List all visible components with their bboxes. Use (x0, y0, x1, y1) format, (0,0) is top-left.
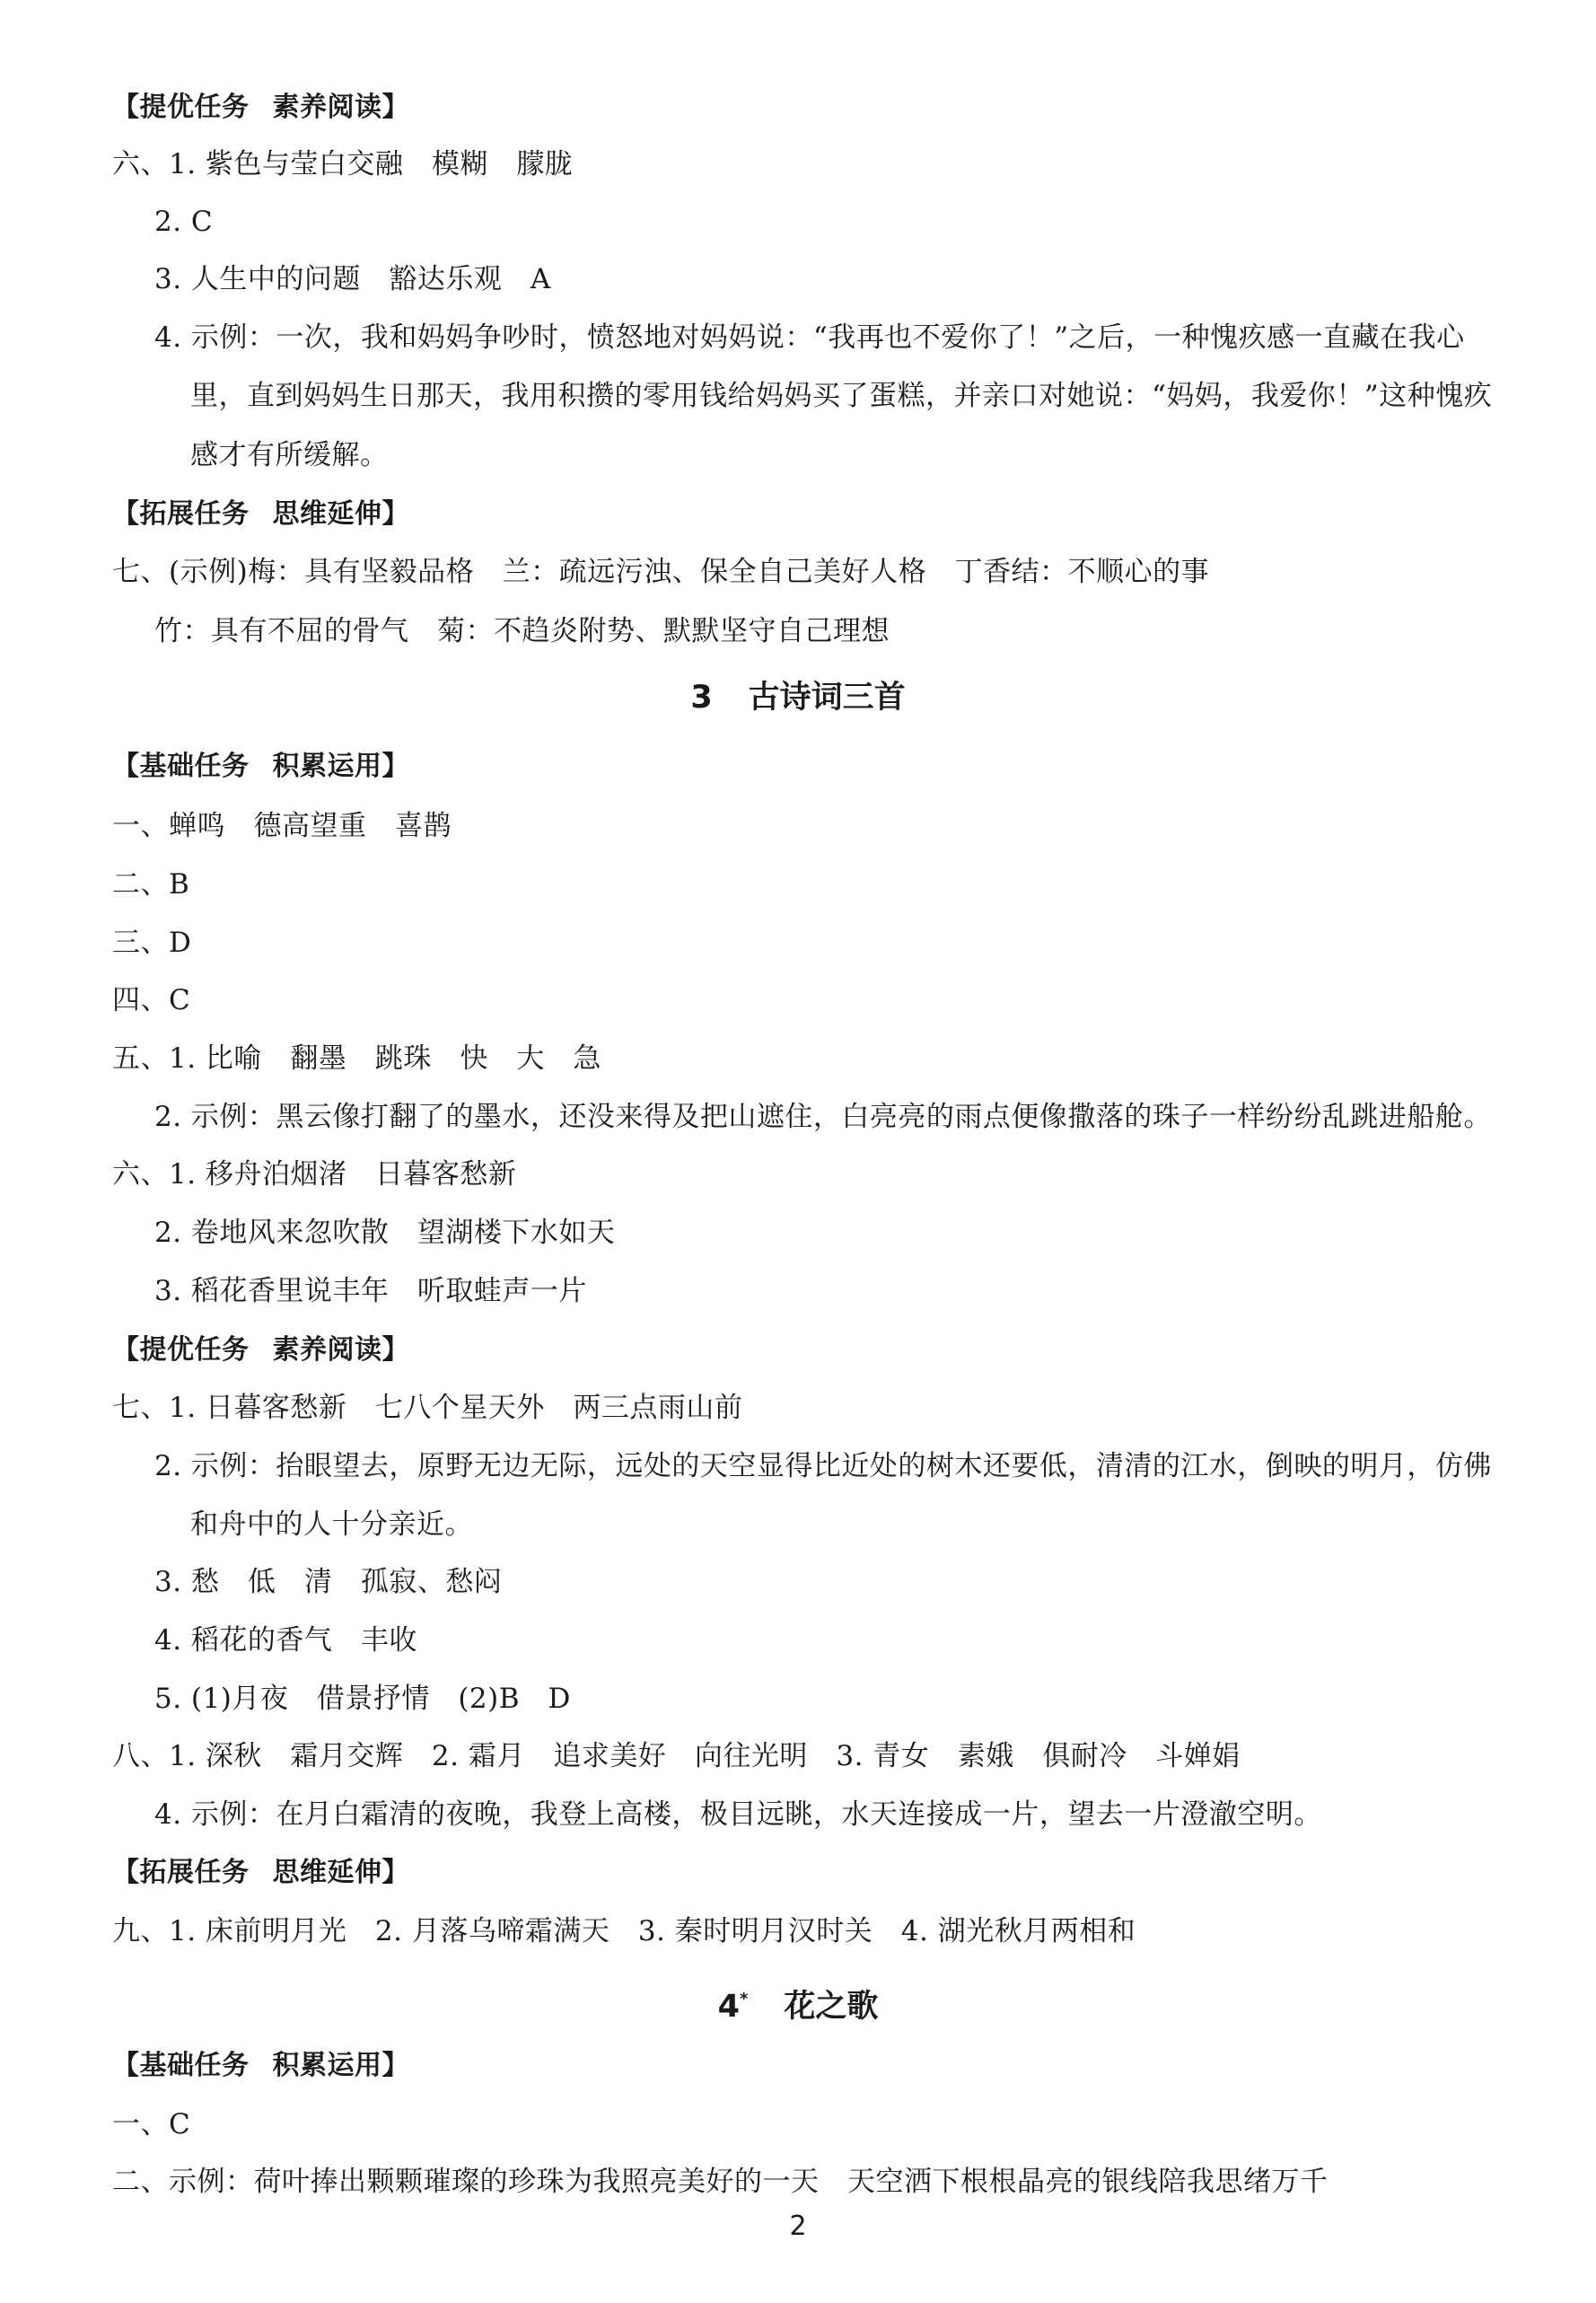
section-heading-label: 【提优任务 (112, 1334, 250, 1366)
section-heading-sublabel: 素养阅读】 (272, 92, 409, 123)
answer-line: 一、C (112, 2108, 191, 2140)
answer-line: 2. C (154, 206, 214, 238)
lesson-number (718, 1980, 749, 2026)
answer-line: 竹：具有不屈的骨气 菊：不趋炎附势、默默坚守自己理想 (154, 615, 890, 647)
self-study-mark: * (739, 1990, 749, 2009)
answer-line: 二、B (112, 868, 190, 901)
answer-line: 感才有所缓解。 (190, 439, 389, 471)
answer-line: 4. 示例：一次，我和妈妈争吵时，愤怒地对妈妈说：“我再也不爱你了！”之后，一种愧疚感一直藏在我心 (154, 321, 1465, 354)
lesson-title-text: 花之歌 (784, 1989, 879, 2025)
section-heading-tiyou (112, 90, 409, 126)
answer-line: 4. 稻花的香气 丰收 (154, 1624, 417, 1657)
lesson-title-3 (0, 678, 1596, 717)
answer-line: 四、C (112, 984, 191, 1016)
answer-line: 3. 人生中的问题 豁达乐观 A (154, 263, 551, 295)
section-heading-label: 【基础任务 (112, 2050, 250, 2081)
lesson-title-text: 古诗词三首 (748, 680, 906, 716)
section-heading-sublabel: 素养阅读】 (272, 1334, 409, 1366)
page-number: 2 (789, 2211, 807, 2242)
lesson-number: 3 (690, 680, 713, 716)
section-heading-label: 【提优任务 (112, 92, 250, 123)
section-heading-label: 【拓展任务 (112, 498, 250, 530)
section-heading-tuozhan (112, 1855, 409, 1891)
section-heading-tuozhan (112, 497, 409, 532)
answer-line: 2. 卷地风来忽吹散 望湖楼下水如天 (154, 1217, 616, 1249)
answer-line: 一、蝉鸣 德高望重 喜鹊 (112, 810, 452, 842)
lesson-number-digit: 4 (717, 1989, 740, 2025)
answer-line: 五、1. 比喻 翻墨 跳珠 快 大 急 (112, 1042, 601, 1075)
answer-line: 六、1. 紫色与莹白交融 模糊 朦胧 (112, 148, 574, 180)
section-heading-sublabel: 思维延伸】 (272, 498, 409, 530)
answer-line: 3. 稻花香里说丰年 听取蛙声一片 (154, 1275, 587, 1307)
section-heading-label: 【基础任务 (112, 751, 250, 782)
answer-line: 七、1. 日暮客愁新 七八个星天外 两三点雨山前 (112, 1392, 743, 1424)
section-heading-tiyou (112, 1332, 409, 1368)
answer-line: 二、示例：荷叶捧出颗颗璀璨的珍珠为我照亮美好的一天 天空洒下根根晶亮的银线陪我思绪万千 (112, 2166, 1329, 2198)
lesson-title-4 (0, 1980, 1596, 2026)
answer-line: 七、(示例)梅：具有坚毅品格 兰：疏远污浊、保全自己美好人格 丁香结：不顺心的事 (112, 556, 1210, 588)
answer-line: 和舟中的人十分亲近。 (190, 1508, 473, 1541)
answer-line: 3. 愁 低 清 孤寂、愁闷 (154, 1566, 503, 1598)
section-heading-jichu (112, 2048, 409, 2084)
answer-line: 八、1. 深秋 霜月交辉 2. 霜月 追求美好 向往光明 3. 青女 素娥 俱耐冷 斗婵娟 (112, 1740, 1241, 1772)
answer-line: 里，直到妈妈生日那天，我用积攒的零用钱给妈妈买了蛋糕，并亲口对她说：“妈妈，我爱你！”这种愧疚 (190, 380, 1493, 412)
answer-line: 六、1. 移舟泊烟渚 日暮客愁新 (112, 1158, 517, 1191)
answer-line: 4. 示例：在月白霜清的夜晚，我登上高楼，极目远眺，水天连接成一片，望去一片澄澈空明。 (154, 1798, 1322, 1831)
answer-line: 三、D (112, 927, 192, 959)
answer-line: 5. (1)月夜 借景抒情 (2)B D (154, 1683, 571, 1715)
answer-line: 2. 示例：抬眼望去，原野无边无际，远处的天空显得比近处的树木还要低，清清的江水，倒映的明月，仿佛 (154, 1450, 1492, 1482)
section-heading-sublabel: 积累运用】 (272, 751, 409, 782)
section-heading-sublabel: 积累运用】 (272, 2050, 409, 2081)
answer-line: 2. 示例：黑云像打翻了的墨水，还没来得及把山遮住，白亮亮的雨点便像撒落的珠子一样纷纷乱跳进船舱。 (154, 1101, 1492, 1133)
section-heading-sublabel: 思维延伸】 (272, 1857, 409, 1888)
section-heading-jichu (112, 749, 409, 785)
answer-line: 九、1. 床前明月光 2. 月落乌啼霜满天 3. 秦时明月汉时关 4. 湖光秋月两相和 (112, 1915, 1136, 1947)
section-heading-label: 【拓展任务 (112, 1857, 250, 1888)
